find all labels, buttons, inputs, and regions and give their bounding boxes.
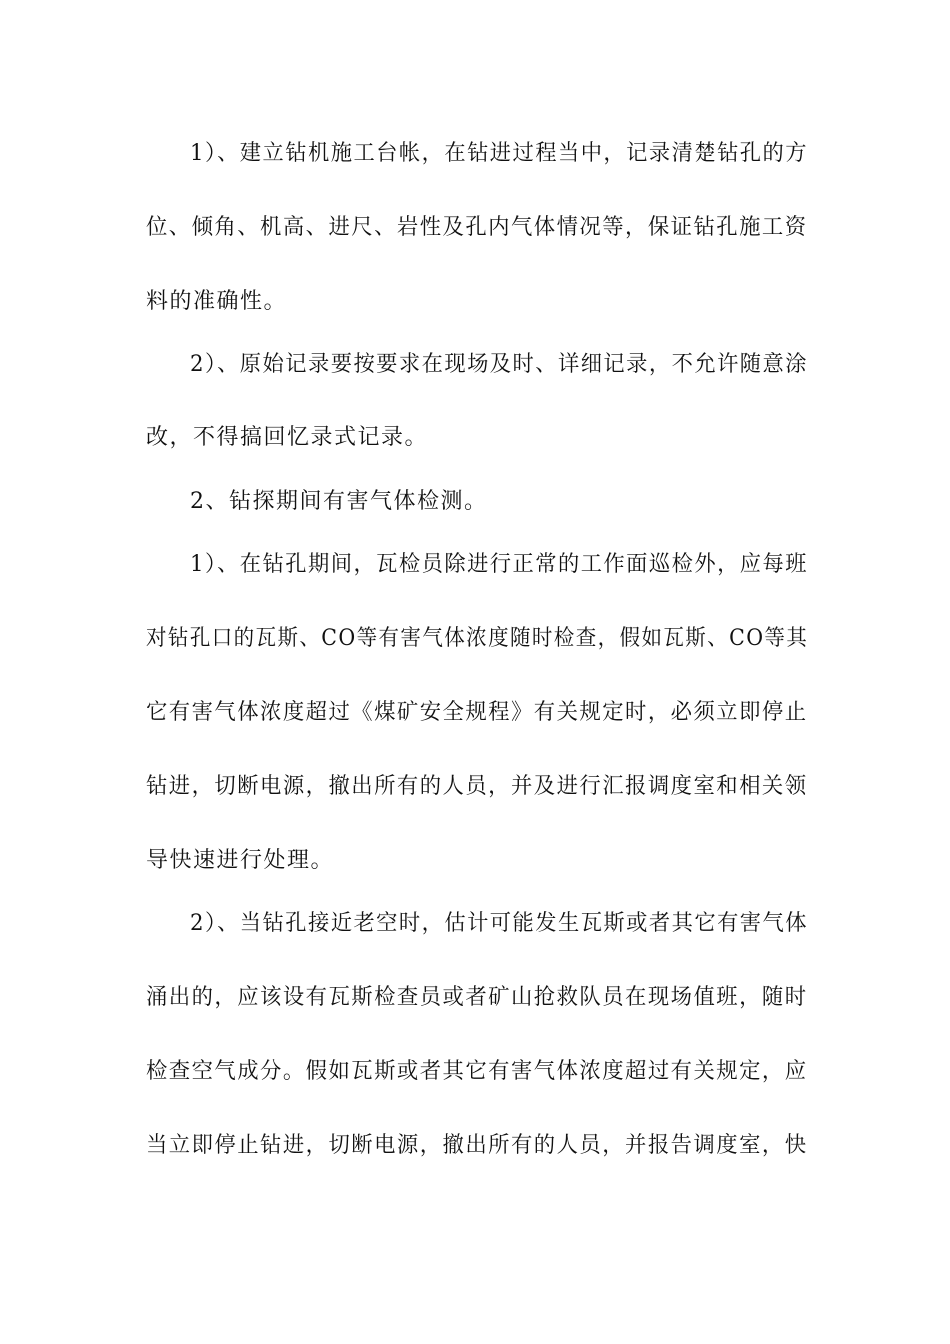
section-heading: 2、钻探期间有害气体检测。	[190, 489, 488, 514]
text-line: 1）、在钻孔期间，瓦检员除进行正常的工作面巡检外，应每班	[190, 552, 808, 577]
text-line: 2）、当钻孔接近老空时，估计可能发生瓦斯或者其它有害气体	[190, 911, 808, 936]
text-line: 对钻孔口的瓦斯、CO等有害气体浓度随时检查，假如瓦斯、CO等其	[146, 626, 809, 651]
text-line: 导快速进行处理。	[146, 848, 335, 873]
text-line: 涌出的，应该设有瓦斯检查员或者矿山抢救队员在现场值班，随时	[146, 985, 808, 1010]
text-line: 当立即停止钻进，切断电源，撤出所有的人员，并报告调度室，快	[146, 1133, 808, 1158]
text-line: 1）、建立钻机施工台帐，在钻进过程当中，记录清楚钻孔的方	[190, 141, 808, 166]
text-line: 钻进，切断电源，撤出所有的人员，并及进行汇报调度室和相关领	[146, 774, 808, 799]
text-line: 位、倾角、机高、进尺、岩性及孔内气体情况等，保证钻孔施工资	[146, 215, 808, 240]
text-line: 改，不得搞回忆录式记录。	[146, 425, 429, 450]
text-line: 检查空气成分。假如瓦斯或者其它有害气体浓度超过有关规定，应	[146, 1059, 808, 1084]
text-line: 料的准确性。	[146, 289, 288, 314]
text-line: 2）、原始记录要按要求在现场及时、详细记录，不允许随意涂	[190, 352, 808, 377]
text-line: 它有害气体浓度超过《煤矿安全规程》有关规定时，必须立即停止	[146, 700, 808, 725]
